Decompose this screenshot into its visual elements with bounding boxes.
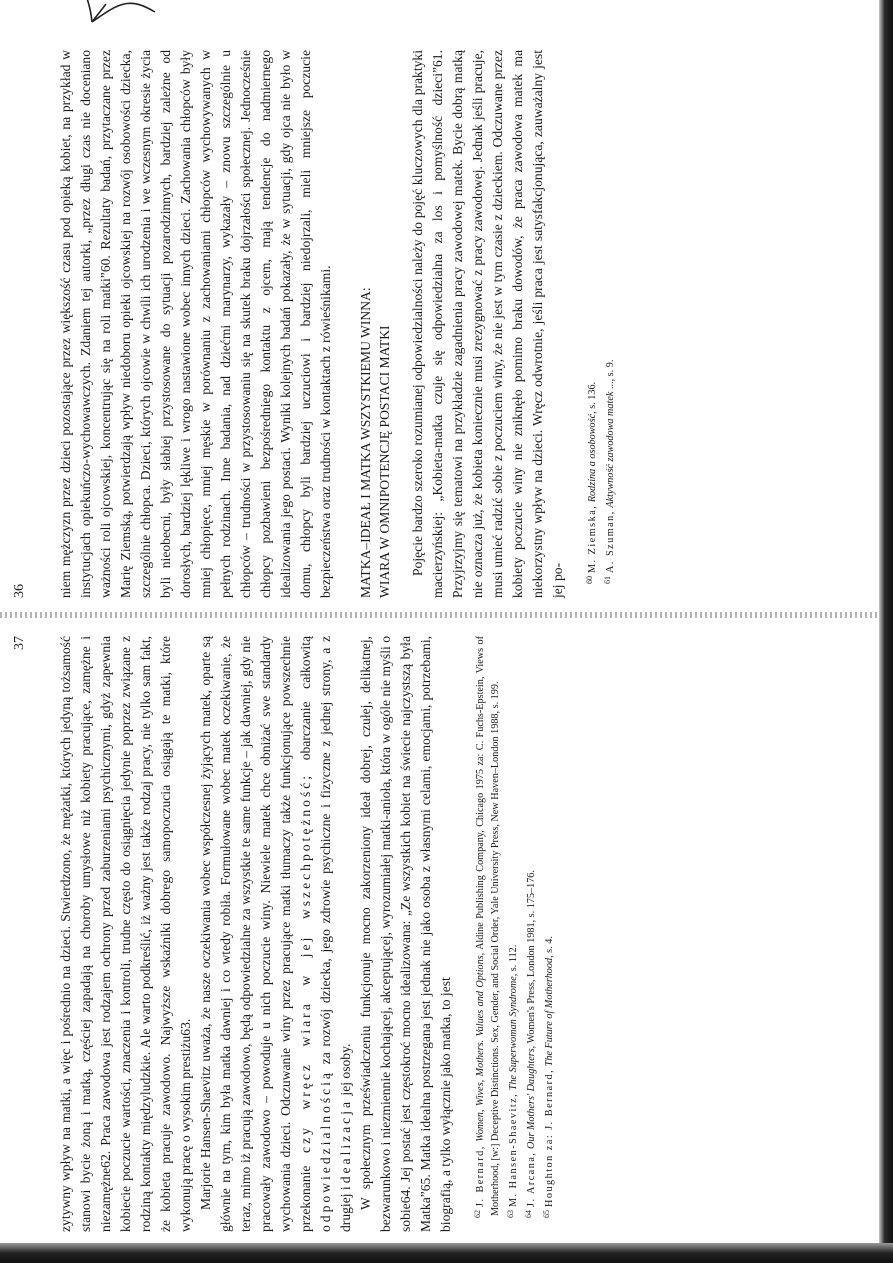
scan-shadow-bottom-edge (0, 1243, 893, 1263)
section-heading-line-2: WIARA W OMNIPOTENCJĘ POSTACI MATKI (377, 325, 392, 598)
footnote-65: $^{65}$Houghton za: J. Bernard, The Future of Motherhood, s. 4. (542, 936, 555, 1218)
footnote-62: $^{62}$J. Bernard, Women, Wives, Mothers. Values and Options, Aldine Publishing Company, Chicago 1975 za: C. Fuchs-Epstein, Views of Motherhood, [w:] Deceptive Distinctions. Sex, Gender, and Social Order, Yale University Press, New Haven–London 1988, s. 199. (473, 635, 501, 1218)
page-number-left: 36 (12, 584, 27, 598)
paragraph-right-2: Marjorie Hansen-Shaevitz uważa, że nasze oczekiwania wobec współczesnej żyjących matek, oparte są głównie na tym, kim była matka dawniej i co wtedy robiła. Formułowane wobec matek oczekiwanie, że teraz, mimo iż pracują zawodowo, będą odpowiedzialne za wszystkie te same funkcje – jak dawniej, gdy nie pracowały zawodowo – powoduje u nich poczucie winy. Niewiele matek chce obniżać swe standardy wychowania dzieci. Odczuwanie winy przez pracujące matki tłumaczy także funkcjonujące powszechnie przekonanie czy wręcz wiara w jej wszechpotężność; obarczanie całkowitą odpowiedzialnością za rozwój dziecka, jego zdrowie psychiczne i fizyczne z jednej strony, a z drugiej idealizacja jej osoby. (198, 635, 353, 1232)
left-page (12, 50, 796, 598)
section-heading (356, 50, 394, 598)
footnote-64: $^{64}$J. Arcana, Our Mothers' Daughters, Women's Press, London 1981, s. 175–176. (524, 870, 537, 1218)
paragraph-left-2: Pojęcie bardzo szeroko rozumianej odpowiedzialności należy do pojęć kluczowych dla praktyki macierzyńskiej: „Kobieta-matka czuje się odpowiedzialna za los i pomyślność dzieci”61. Przyjrzyjmy się tematowi na przykładzie zagadnienia pracy zawodowej matek. Bycie dobrą matką nie oznacza już, że kobieta koniecznie musi zrezygnować z pracy zawodowej. Jednak jeśli pracuje, musi umieć radzić sobie z poczuciem winy, że nie jest w tym czasie z dzieckiem. Odczuwane przez kobiety poczucie winy nie zniknęło pomimo braku dowodów, że praca zawodowa matek ma niekorzystny wpływ na dzieci. Wręcz odwrotnie, jeśli praca jest satysfakcjonująca, zauważalny jest jej po- (410, 50, 565, 598)
book-spine-gutter (0, 612, 893, 618)
right-page (12, 635, 796, 1232)
footnote-63: $^{63}$M. Hansen-Shaevitz, The Superwoman Syndrome, s. 112. (506, 944, 519, 1218)
scan-shadow-right-edge (879, 0, 893, 1263)
section-heading-line-1: MATKA–IDEAŁ I MATKA WSZYSTKIEMU WINNA: (358, 287, 373, 598)
footnote-61: $^{61}$A. Szuman, Aktywność zawodowa matek ..., s. 9. (603, 359, 616, 584)
footnote-60: $^{60}$M. Ziemska, Rodzina a osobowość, s. 136. (585, 381, 598, 584)
paragraph-left-1: niem mężczyzn przez dzieci pozostające przez większość czasu pod opieką kobiet, na przykład w instytucjach opiekuńczo-wychowawczych. Zdaniem tej autorki, „przez długi czas nie doceniano ważności roli ojcowskiej, koncentrując się na roli matki”60. Rezultaty badań, przytaczane przez Marię Ziemską, potwierdzają wpływ niedoboru opieki ojcowskiej na rozwój osobowości dziecka, szczególnie chłopca. Dzieci, których ojcowie w chwili ich urodzenia i we wczesnym okresie życia byli nieobecni, były słabiej przystosowane do sytuacji pozarodzinnych, bardziej zależne od dorosłych, bardziej lękliwe i wrogo nastawione wobec innych dzieci. Zachowania chłopców były mniej chłopięce, mniej męskie w porównaniu z zachowaniami chłopców wychowywanych w pełnych rodzinach. Inne badania, nad dziećmi marynarzy, wykazały – znowu szczególnie u chłopców – trudności w przystosowaniu się na skutek braku dojrzałości społecznej. Jednocześnie chłopcy pozbawieni bezpośredniego kontaktu z ojcem, mają tendencje do nadmiernego idealizowania jego postaci. Wyniki kolejnych badań pokazały, że w sytuacji, gdy ojca nie było w domu, chłopcy byli bardziej uczuciowi i bardziej niedojrzali, mieli mniejsze poczucie bezpieczeństwa oraz trudności w kontaktach z rówieśnikami. (58, 50, 333, 598)
paragraph-right-1: zytywny wpływ na matki, a więc i pośrednio na dzieci. Stwierdzono, że mężatki, których jedyną tożsamość stanowi bycie żoną i matką, częściej zapadają na choroby umysłowe niż kobiety pracujące, zamężne i niezamężne62. Praca zawodowa jest rodzajem ochrony przed zaburzeniami psychicznymi, gdyż zapewnia kobiecie poczucie wartości, znaczenia i kontroli, trudne często do osiągnięcia jedynie poprzez związane z rodziną kontakty międzyludzkie. Ale warto podkreślić, iż ważny jest także rodzaj pracy, nie tylko sam fakt, że kobieta pracuje zawodowo. Najwyższe wskaźniki dobrego samopoczucia osiągają te matki, które wykonują pracę o wysokim prestiżu63. (58, 636, 193, 1232)
footnotes-left (582, 50, 618, 598)
handwritten-margin-bracket-icon (70, 0, 160, 32)
paragraph-right-3: W społecznym przeświadczeniu funkcjonuje mocno zakorzeniony ideał dobrej, czułej, delikatnej, bezwarunkowo i niezmiennie kochającej, akceptującej, wyrozumiałej matki-anioła, która w ogóle nie myśli o sobie64. Jej postać jest częstokroć mocno idealizowana: „Ze wszystkich kobiet na świecie najczystszą była Matka”65. Matka idealna postrzegana jest jednak nie jako osoba z własnymi celami, emocjami, potrzebami, biografią, a tylko wyłącznie jako matka, to jest (358, 636, 453, 1232)
footnotes-right (470, 636, 557, 1232)
page-number-right: 37 (12, 636, 27, 650)
